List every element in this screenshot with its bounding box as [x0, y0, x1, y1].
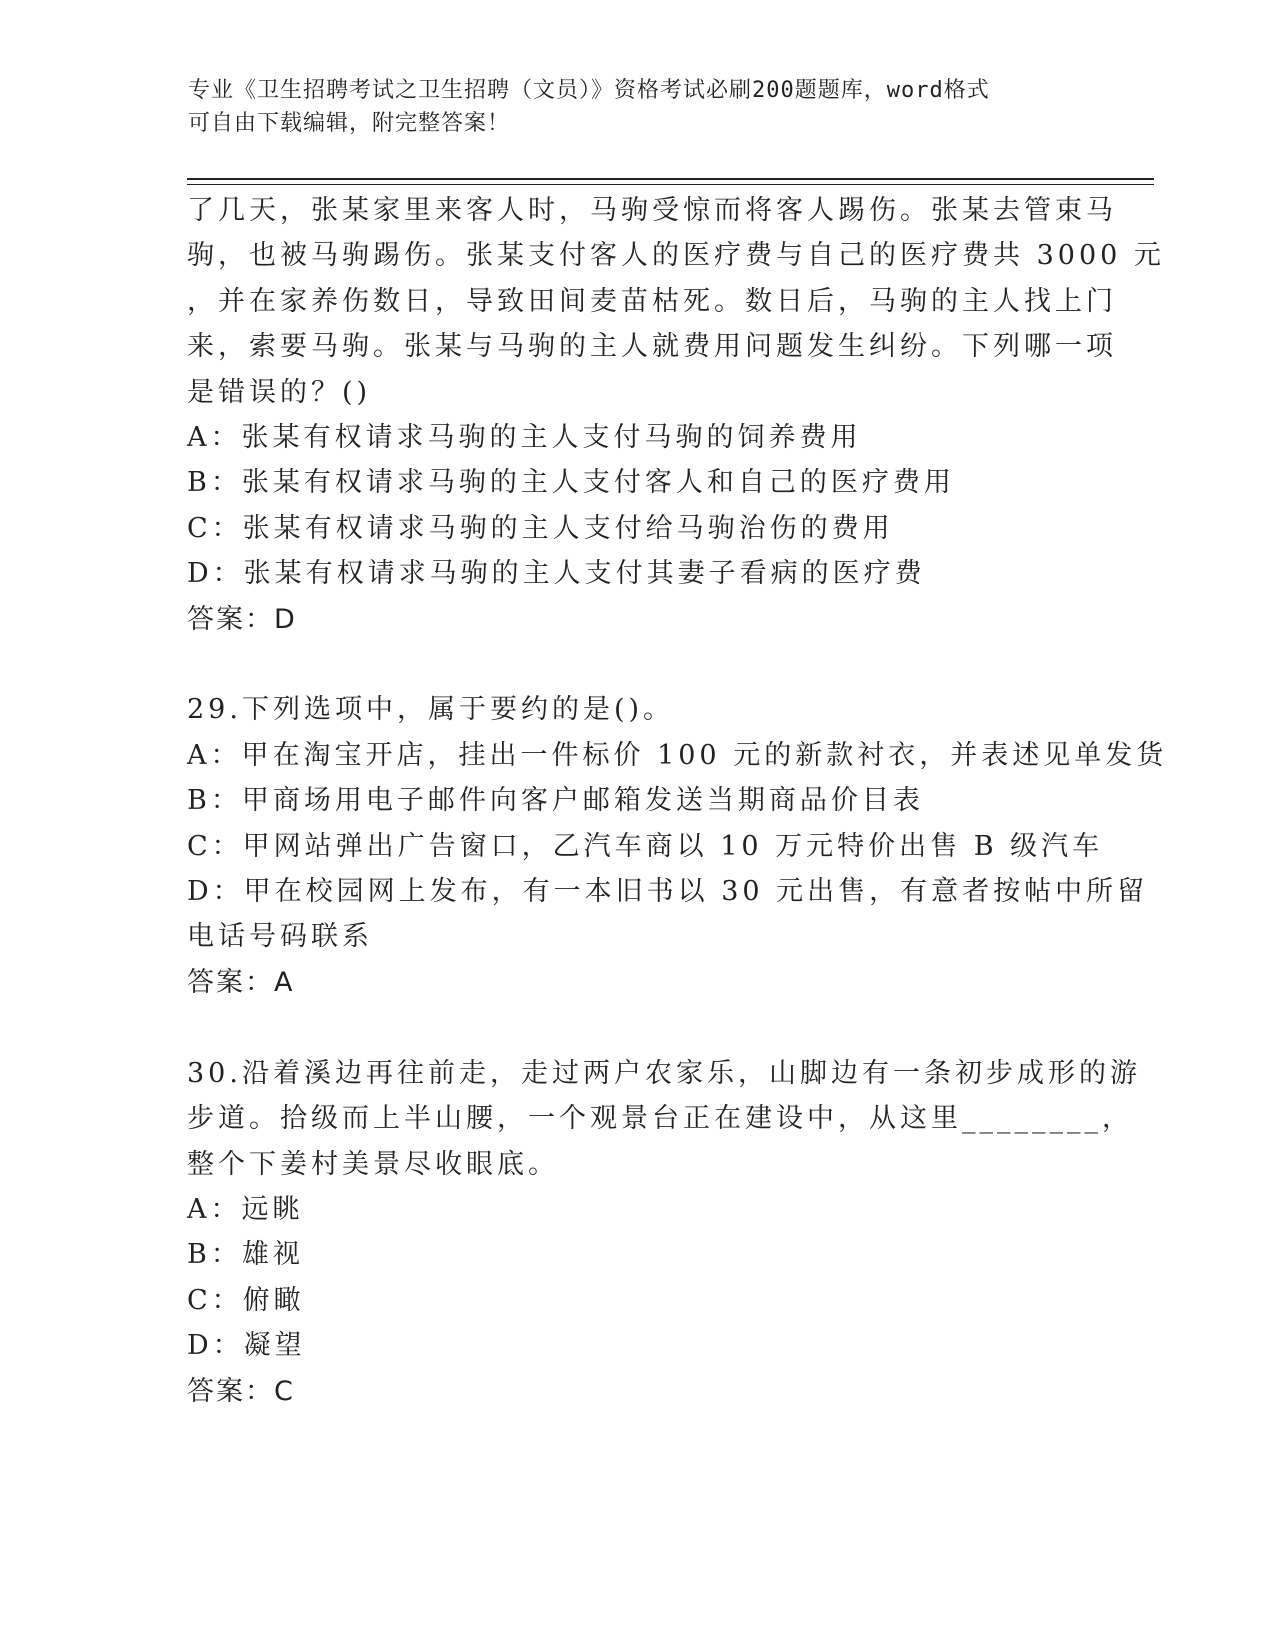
- option-c: C：甲网站弹出广告窗口，乙汽车商以 10 万元特价出售 B 级汽车: [187, 830, 1104, 862]
- option-a: A：远眺: [187, 1193, 304, 1225]
- option-c: C：俯瞰: [187, 1284, 305, 1316]
- question-stem-line: 30.沿着溪边再往前走，走过两户农家乐，山脚边有一条初步成形的游: [187, 1057, 1141, 1089]
- question-stem-line: 步道。拾级而上半山腰，一个观景台正在建设中，从这里________，: [187, 1103, 1133, 1135]
- option-c: C：张某有权请求马驹的主人支付给马驹治伤的费用: [187, 512, 894, 544]
- header-divider-thick: [187, 178, 1154, 180]
- question-stem-line: 29.下列选项中，属于要约的是()。: [187, 694, 675, 726]
- answer-line: 答案：D: [187, 603, 297, 635]
- question-stem-line: 了几天，张某家里来客人时，马驹受惊而将客人踢伤。张某去管束马: [187, 195, 1117, 226]
- option-b: B：甲商场用电子邮件向客户邮箱发送当期商品价目表: [187, 785, 924, 817]
- question-30: [187, 1051, 1141, 1414]
- question-stem-line: ，并在家养伤数日，导致田间麦苗枯死。数日后，马驹的主人找上门: [187, 285, 1117, 317]
- option-d: D：张某有权请求马驹的主人支付其妻子看病的医疗费: [187, 558, 926, 590]
- question-stem-line: 整个下姜村美景尽收眼底。: [187, 1148, 559, 1180]
- option-d: D：凝望: [187, 1330, 306, 1362]
- question-stem-line: 驹，也被马驹踢伤。张某支付客人的医疗费与自己的医疗费共 3000 元: [187, 240, 1165, 272]
- answer-line: 答案：A: [187, 966, 295, 998]
- option-d-continued: 电话号码联系: [187, 921, 373, 953]
- question-spacer: [187, 1005, 1077, 1050]
- option-a: A：张某有权请求马驹的主人支付马驹的饲养费用: [187, 422, 862, 454]
- page-header: [188, 74, 1088, 140]
- question-stem-line: 来，索要马驹。张某与马驹的主人就费用问题发生纠纷。下列哪一项: [187, 331, 1117, 363]
- question-spacer: [187, 642, 1077, 687]
- header-line: 专业《卫生招聘考试之卫生招聘（文员）》资格考试必刷200题题库，word格式: [188, 78, 990, 103]
- header-line: 可自由下载编辑，附完整答案！: [188, 111, 511, 136]
- option-b: B：雄视: [187, 1239, 304, 1271]
- question-28: [187, 188, 1165, 642]
- question-29: [187, 687, 1168, 1005]
- option-a: A：甲在淘宝开店，挂出一件标价 100 元的新款衬衣，并表述见单发货: [187, 739, 1168, 771]
- header-divider-thin: [187, 184, 1154, 185]
- answer-line: 答案：C: [187, 1375, 295, 1407]
- question-stem-line: 是错误的？(): [187, 376, 372, 408]
- option-b: B：张某有权请求马驹的主人支付客人和自己的医疗费用: [187, 467, 955, 499]
- option-d: D：甲在校园网上发布，有一本旧书以 30 元出售，有意者按帖中所留: [187, 876, 1149, 908]
- document-body: [187, 188, 1168, 1414]
